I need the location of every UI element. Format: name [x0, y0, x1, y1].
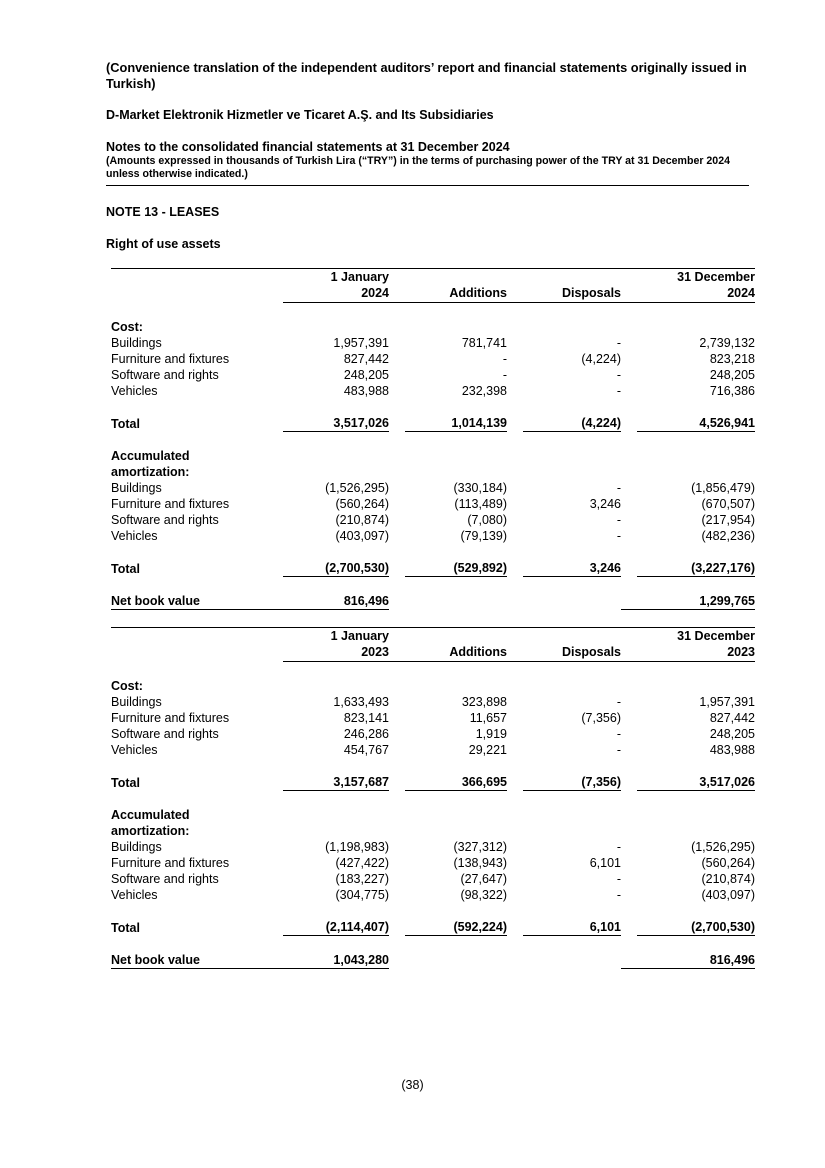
cell-disposals: -	[616, 384, 621, 398]
cell-closing: (670,507)	[701, 497, 755, 511]
cell-additions: 323,898	[461, 695, 507, 709]
cell-closing: (1,526,295)	[691, 840, 755, 854]
cell-disposals: (7,356)	[581, 711, 621, 725]
cell-disposals: (4,224)	[523, 415, 621, 432]
cell-closing: (560,264)	[701, 856, 755, 870]
row-label: Software and rights	[111, 872, 219, 886]
row-label: Furniture and fixtures	[111, 856, 230, 870]
cell-opening: (210,874)	[335, 513, 389, 527]
cell-closing: 716,386	[709, 384, 755, 398]
net-book-value-row	[111, 593, 755, 610]
cell-opening: 1,957,391	[333, 336, 389, 350]
table-row	[111, 710, 755, 726]
cell-closing: (217,954)	[701, 513, 755, 527]
cell-opening: (1,526,295)	[325, 481, 389, 495]
cell-additions: (27,647)	[460, 872, 507, 886]
cell-opening: 246,286	[343, 727, 389, 741]
cell-closing: 248,205	[709, 727, 755, 741]
cell-opening: 3,517,026	[283, 415, 389, 432]
col-disposals-header: Disposals	[523, 628, 621, 662]
row-label: Software and rights	[111, 727, 219, 741]
cell-opening: 823,141	[343, 711, 389, 725]
cell-additions: -	[502, 352, 507, 366]
cell-disposals: -	[616, 872, 621, 886]
table-text: 1 January	[330, 629, 389, 643]
cell-closing: 4,526,941	[637, 415, 755, 432]
cell-disposals: (7,356)	[523, 774, 621, 791]
cell-additions: (327,312)	[453, 840, 507, 854]
cell-opening: (1,198,983)	[325, 840, 389, 854]
cell-disposals: 6,101	[589, 856, 621, 870]
cell-additions: (529,892)	[405, 560, 507, 577]
cell-closing: (210,874)	[701, 872, 755, 886]
cell-disposals: -	[616, 840, 621, 854]
table-text: 2024	[361, 286, 389, 300]
row-label: Software and rights	[111, 513, 219, 527]
cell-opening: (427,422)	[335, 856, 389, 870]
cell-opening: (403,097)	[335, 529, 389, 543]
row-label: Furniture and fixtures	[111, 711, 230, 725]
cell-closing: (3,227,176)	[637, 560, 755, 577]
table-text: Accumulated	[111, 449, 190, 463]
cell-disposals: -	[616, 695, 621, 709]
table-row	[111, 335, 755, 351]
cell-closing: 248,205	[709, 368, 755, 382]
page-number: (38)	[401, 1078, 424, 1092]
cell-closing: 3,517,026	[637, 774, 755, 791]
note-title: NOTE 13 - LEASES	[106, 205, 220, 219]
lease-table-prior-year	[111, 627, 755, 969]
row-label: Buildings	[111, 695, 162, 709]
net-book-closing: 816,496	[637, 952, 755, 969]
table-row	[111, 887, 755, 903]
cost-total-row	[111, 774, 755, 791]
col-opening-header	[283, 269, 389, 303]
table-row	[111, 726, 755, 742]
cell-closing: 483,988	[709, 743, 755, 757]
table-row	[111, 351, 755, 367]
row-label: Vehicles	[111, 384, 158, 398]
table-text: 2023	[727, 645, 755, 659]
table-row	[111, 742, 755, 758]
cell-additions: 1,919	[475, 727, 507, 741]
cell-closing: 827,442	[709, 711, 755, 725]
cell-disposals: -	[616, 727, 621, 741]
cell-additions: 781,741	[461, 336, 507, 350]
cell-additions: (592,224)	[405, 919, 507, 936]
row-label: Vehicles	[111, 888, 158, 902]
cell-closing: 2,739,132	[699, 336, 755, 350]
table-text: amortization:	[111, 824, 190, 838]
table-row	[111, 839, 755, 855]
cell-opening: 827,442	[343, 352, 389, 366]
cell-opening: (2,700,530)	[283, 560, 389, 577]
table-row	[111, 480, 755, 496]
translation-note: (Convenience translation of the independent auditors’ report and financial statements originally issued in Turkish)	[106, 60, 747, 91]
table-text: 2024	[727, 286, 755, 300]
row-label: Buildings	[111, 481, 162, 495]
cell-additions: 11,657	[469, 711, 507, 725]
net-book-label: Net book value	[111, 593, 283, 610]
col-opening-header	[283, 628, 389, 662]
cell-additions: 366,695	[405, 774, 507, 791]
table-row	[111, 871, 755, 887]
cell-disposals: -	[616, 513, 621, 527]
cell-closing: 823,218	[709, 352, 755, 366]
cell-opening: 248,205	[343, 368, 389, 382]
net-book-label: Net book value	[111, 952, 283, 969]
cell-opening: 1,633,493	[333, 695, 389, 709]
table-text: Cost:	[111, 320, 143, 334]
cell-opening: (304,775)	[335, 888, 389, 902]
cell-opening: 454,767	[343, 743, 389, 757]
table-text: 31 December	[677, 270, 755, 284]
row-label: Software and rights	[111, 368, 219, 382]
cell-additions: (79,139)	[460, 529, 507, 543]
cell-additions: 232,398	[461, 384, 507, 398]
cell-additions: -	[502, 368, 507, 382]
row-label: Total	[111, 775, 140, 790]
row-label: Buildings	[111, 840, 162, 854]
cell-disposals: -	[616, 368, 621, 382]
row-label: Furniture and fixtures	[111, 497, 230, 511]
cell-disposals: 6,101	[523, 919, 621, 936]
cost-section-heading	[111, 319, 755, 335]
col-closing-header	[637, 269, 755, 303]
cell-opening: (560,264)	[335, 497, 389, 511]
cell-closing: (403,097)	[701, 888, 755, 902]
col-additions-header: Additions	[405, 269, 507, 303]
row-label: Total	[111, 416, 140, 431]
cell-disposals: -	[616, 888, 621, 902]
table-row	[111, 383, 755, 399]
cell-additions: 29,221	[468, 743, 507, 757]
cell-additions: (330,184)	[453, 481, 507, 495]
amortization-total-row	[111, 560, 755, 577]
header-divider	[106, 185, 749, 186]
cell-disposals: -	[616, 336, 621, 350]
table-text: 31 December	[677, 629, 755, 643]
row-label: Buildings	[111, 336, 162, 350]
net-book-opening: 1,043,280	[283, 952, 389, 969]
cell-disposals: 3,246	[523, 560, 621, 577]
table-text: 2023	[361, 645, 389, 659]
cell-opening: 3,157,687	[283, 774, 389, 791]
cell-opening: (2,114,407)	[283, 919, 389, 936]
col-additions-header: Additions	[405, 628, 507, 662]
cell-disposals: -	[616, 743, 621, 757]
company-name: D-Market Elektronik Hizmetler ve Ticaret A.Ş. and Its Subsidiaries	[106, 108, 494, 122]
cell-closing: (482,236)	[701, 529, 755, 543]
row-label: Vehicles	[111, 529, 158, 543]
cell-additions: 1,014,139	[405, 415, 507, 432]
cell-additions: (7,080)	[467, 513, 507, 527]
row-label: Vehicles	[111, 743, 158, 757]
row-label: Total	[111, 920, 140, 935]
cell-disposals: 3,246	[589, 497, 621, 511]
cell-additions: (98,322)	[460, 888, 507, 902]
cell-closing: (2,700,530)	[637, 919, 755, 936]
column-header-row	[111, 269, 755, 303]
table-row	[111, 496, 755, 512]
cost-section-heading	[111, 678, 755, 694]
table-row	[111, 512, 755, 528]
net-book-opening: 816,496	[283, 593, 389, 610]
amounts-note: (Amounts expressed in thousands of Turkish Lira (“TRY”) in the terms of purchasing power of the TRY at 31 December 2024 unless otherwise indicated.)	[106, 155, 730, 180]
cost-total-row	[111, 415, 755, 432]
row-label: Furniture and fixtures	[111, 352, 230, 366]
table-row	[111, 367, 755, 383]
amortization-section-heading	[111, 448, 755, 480]
table-text: amortization:	[111, 465, 190, 479]
cell-disposals: -	[616, 529, 621, 543]
cell-disposals: -	[616, 481, 621, 495]
col-disposals-header: Disposals	[523, 269, 621, 303]
table-row	[111, 855, 755, 871]
amortization-section-heading	[111, 807, 755, 839]
cell-additions: (113,489)	[454, 497, 507, 511]
cell-additions: (138,943)	[453, 856, 507, 870]
amortization-total-row	[111, 919, 755, 936]
net-book-closing: 1,299,765	[637, 593, 755, 610]
cell-closing: (1,856,479)	[691, 481, 755, 495]
table-text: Cost:	[111, 679, 143, 693]
column-header-row	[111, 628, 755, 662]
section-title: Right of use assets	[106, 237, 221, 251]
cell-opening: (183,227)	[335, 872, 389, 886]
table-row	[111, 528, 755, 544]
cell-closing: 1,957,391	[699, 695, 755, 709]
table-text: 1 January	[330, 270, 389, 284]
cell-disposals: (4,224)	[581, 352, 621, 366]
net-book-value-row	[111, 952, 755, 969]
row-label: Total	[111, 561, 140, 576]
table-row	[111, 694, 755, 710]
notes-title: Notes to the consolidated financial statements at 31 December 2024	[106, 140, 510, 154]
table-text: Accumulated	[111, 808, 190, 822]
cell-opening: 483,988	[343, 384, 389, 398]
col-closing-header	[637, 628, 755, 662]
lease-table-current-year	[111, 268, 755, 610]
